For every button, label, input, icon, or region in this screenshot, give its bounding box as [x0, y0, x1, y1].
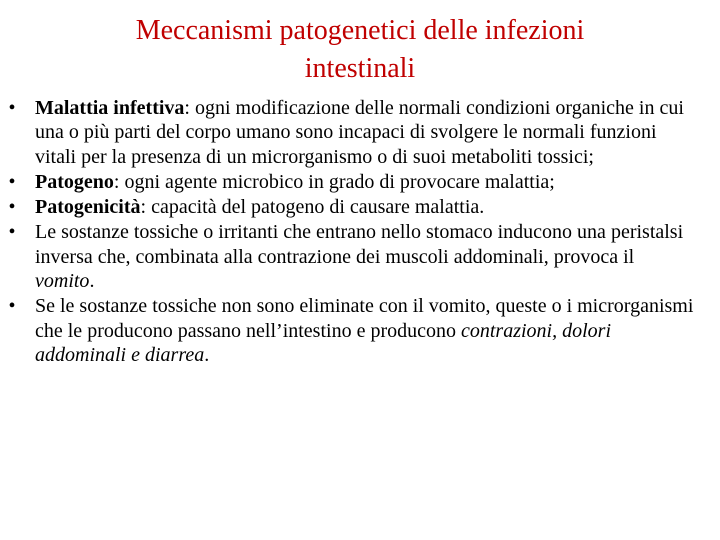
definition-malattia-infettiva: : ogni modificazione delle normali condizioni organiche in cui una o più parti del corpo umano sono incapaci di svolgere le normali funzioni vitali per la presenza di un microrganismo o di suoi metaboliti tossici;: [35, 97, 684, 168]
term-patogenicita: Patogenicità: [35, 196, 141, 219]
slide-title: [60, 12, 660, 88]
slide-title-line-2: intestinali: [304, 53, 416, 84]
text-vomito: Le sostanze tossiche o irritanti che entrano nello stomaco inducono una peristalsi inversa che, combinata alla contrazione dei muscoli addominali, provoca il: [35, 221, 684, 268]
text-vomito-end: .: [89, 270, 95, 293]
bullet-list: [0, 96, 720, 368]
bullet-item-patogenicita: [0, 195, 720, 219]
bullet-icon: •: [8, 170, 16, 193]
slide-title-line-1: Meccanismi patogenetici delle infezioni: [135, 15, 585, 46]
emphasis-diarrea: contrazioni, dolori addominali e diarrea: [35, 319, 612, 366]
bullet-icon: •: [8, 97, 16, 119]
emphasis-vomito: vomito: [35, 270, 90, 293]
bullet-item-malattia-infettiva: [0, 96, 720, 169]
definition-patogenicita: : capacità del patogeno di causare malattia.: [140, 196, 485, 219]
bullet-item-vomito: [0, 220, 720, 293]
term-patogeno: Patogeno: [35, 170, 114, 193]
bullet-icon: •: [8, 295, 16, 318]
bullet-item-patogeno: [0, 170, 720, 194]
bullet-item-diarrea: [0, 294, 720, 367]
bullet-icon: •: [8, 221, 16, 244]
term-malattia-infettiva: Malattia infettiva: [35, 97, 185, 119]
bullet-icon: •: [8, 196, 16, 219]
text-diarrea-end: .: [204, 343, 210, 366]
definition-patogeno: : ogni agente microbico in grado di provocare malattia;: [113, 170, 555, 193]
text-diarrea: Se le sostanze tossiche non sono eliminate con il vomito, queste o i microrganismi che le producono passano nell’intestino e producono: [35, 295, 694, 342]
